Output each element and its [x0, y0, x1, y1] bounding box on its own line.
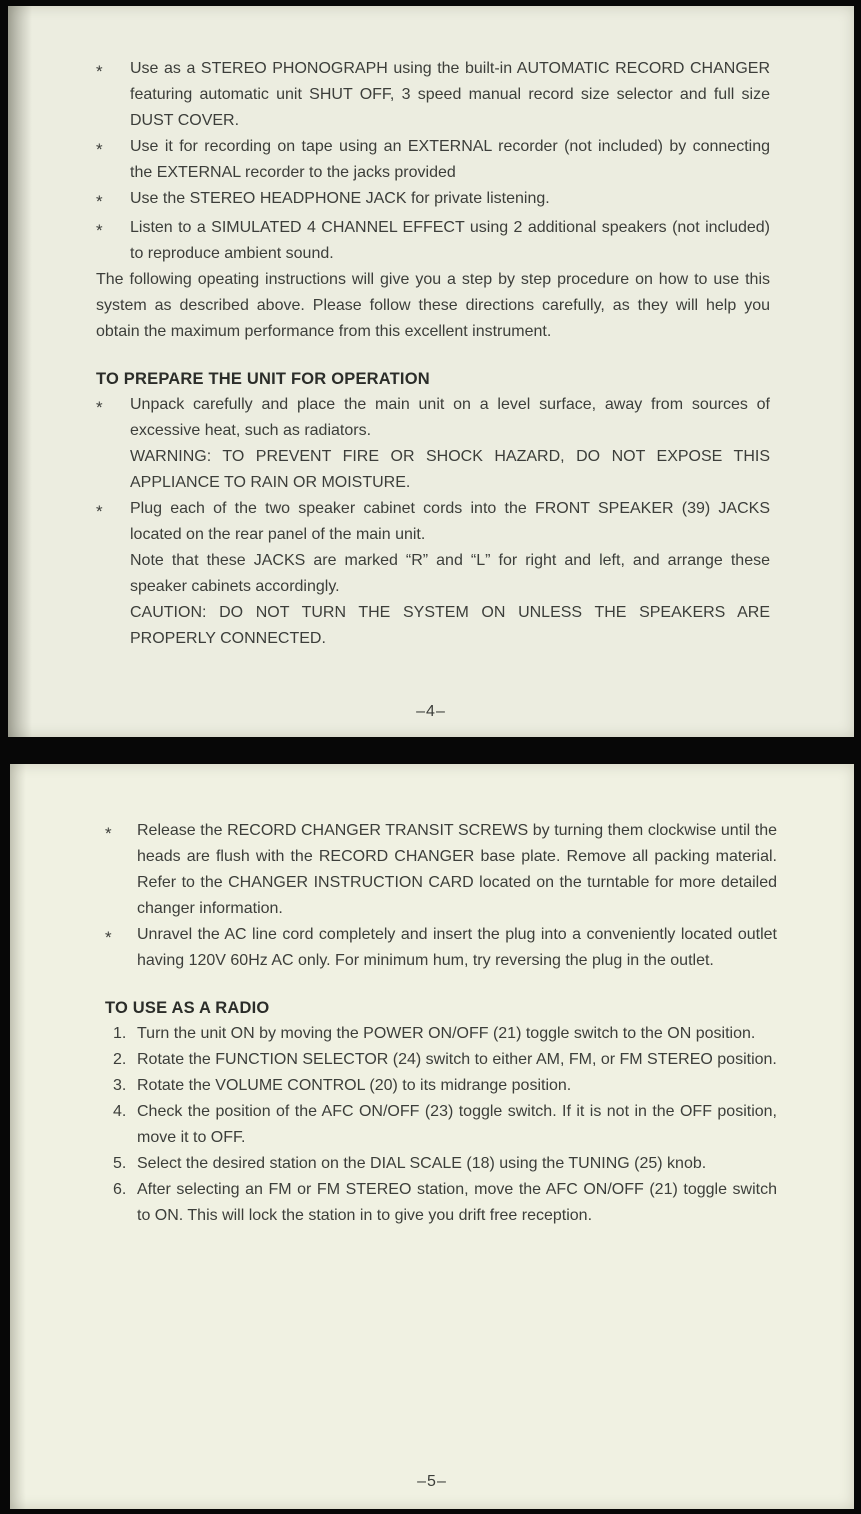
bullet-marker: *	[96, 62, 103, 81]
step-number: 1.	[113, 1025, 127, 1042]
list-item	[113, 1099, 777, 1151]
list-item	[96, 186, 770, 215]
bullet-marker: *	[96, 140, 103, 159]
step-number: 6.	[113, 1181, 127, 1198]
step-number: 4.	[113, 1103, 127, 1120]
step-number: 3.	[113, 1077, 127, 1094]
bullet-marker: *	[105, 928, 112, 947]
step-number: 5.	[113, 1155, 127, 1172]
list-item	[113, 1073, 777, 1099]
list-item	[105, 922, 777, 974]
list-item	[96, 56, 770, 134]
list-item	[96, 392, 770, 496]
bullet-marker: *	[96, 502, 103, 521]
page-binding-shadow	[10, 764, 26, 1509]
step-number: 2.	[113, 1051, 127, 1068]
step-text: Check the position of the AFC ON/OFF (23) toggle switch. If it is not in the OFF position, move it to OFF.	[137, 1103, 777, 1146]
section-heading-prepare: TO PREPARE THE UNIT FOR OPERATION	[96, 370, 430, 388]
bullet-marker: *	[96, 192, 103, 211]
bullet-text	[130, 392, 770, 496]
step-text: After selecting an FM or FM STEREO station, move the AFC ON/OFF (21) toggle switch to ON. This will lock the station in to give you drift free reception.	[137, 1181, 777, 1224]
bullet-text: Release the RECORD CHANGER TRANSIT SCREWS by turning them clockwise until the heads are flush with the RECORD CHANGER base plate. Remove all packing material. Refer to the CHANGER INSTRUCTION CARD located on the turntable for more detailed changer information.	[137, 822, 777, 917]
bullet-text: Use as a STEREO PHONOGRAPH using the built-in AUTOMATIC RECORD CHANGER featuring automatic unit SHUT OFF, 3 speed manual record size selector and full size DUST COVER.	[130, 60, 770, 129]
bullet-text	[130, 496, 770, 652]
intro-paragraph: The following opeating instructions will give you a step by step procedure on how to use this system as described above. Please follow these directions carefully, as they will help you obtain the maximum performance from this excellent instrument.	[96, 271, 770, 340]
bullet-paragraph: Unpack carefully and place the main unit on a level surface, away from sources of excessive heat, such as radiators.	[130, 396, 770, 439]
bullet-marker: *	[96, 398, 103, 417]
manual-page-4	[8, 6, 854, 737]
list-item	[113, 1151, 777, 1177]
caution-text: CAUTION: DO NOT TURN THE SYSTEM ON UNLESS THE SPEAKERS ARE PROPERLY CONNECTED.	[130, 604, 770, 647]
section-heading-radio: TO USE AS A RADIO	[105, 999, 270, 1017]
page-binding-shadow	[8, 6, 32, 737]
step-text: Rotate the FUNCTION SELECTOR (24) switch to either AM, FM, or FM STEREO position.	[137, 1051, 777, 1068]
list-item	[113, 1047, 777, 1073]
feature-bullet-list	[96, 56, 770, 267]
bullet-text: Use the STEREO HEADPHONE JACK for private listening.	[130, 190, 550, 207]
page-4-content	[96, 56, 770, 652]
page-number-4: –4–	[416, 703, 446, 720]
bullet-text: Use it for recording on tape using an EXTERNAL recorder (not included) by connecting the EXTERNAL recorder to the jacks provided	[130, 138, 770, 181]
radio-steps-list	[105, 1021, 777, 1229]
bullet-text: Listen to a SIMULATED 4 CHANNEL EFFECT using 2 additional speakers (not included) to reproduce ambient sound.	[130, 219, 770, 262]
manual-page-5	[10, 764, 854, 1509]
list-item	[105, 818, 777, 922]
bullet-marker: *	[96, 221, 103, 240]
step-text: Rotate the VOLUME CONTROL (20) to its midrange position.	[137, 1077, 572, 1094]
list-item	[96, 496, 770, 652]
list-item	[96, 134, 770, 186]
list-item	[96, 215, 770, 267]
bullet-paragraph: Plug each of the two speaker cabinet cords into the FRONT SPEAKER (39) JACKS located on the rear panel of the main unit.	[130, 500, 770, 543]
warning-text: WARNING: TO PREVENT FIRE OR SHOCK HAZARD, DO NOT EXPOSE THIS APPLIANCE TO RAIN OR MOISTURE.	[130, 448, 770, 491]
list-item	[113, 1021, 777, 1047]
step-text: Turn the unit ON by moving the POWER ON/OFF (21) toggle switch to the ON position.	[137, 1025, 756, 1042]
page-5-content	[105, 818, 777, 1229]
bullet-marker: *	[105, 824, 112, 843]
page-number-5: –5–	[417, 1473, 447, 1490]
prepare-bullet-list	[96, 392, 770, 652]
setup-bullet-list	[105, 818, 777, 974]
bullet-text: Unravel the AC line cord completely and insert the plug into a conveniently located outlet having 120V 60Hz AC only. For minimum hum, try reversing the plug in the outlet.	[137, 926, 777, 969]
step-text: Select the desired station on the DIAL SCALE (18) using the TUNING (25) knob.	[137, 1155, 707, 1172]
list-item	[113, 1177, 777, 1229]
note-text: Note that these JACKS are marked “R” and “L” for right and left, and arrange these speaker cabinets accordingly.	[130, 552, 770, 595]
